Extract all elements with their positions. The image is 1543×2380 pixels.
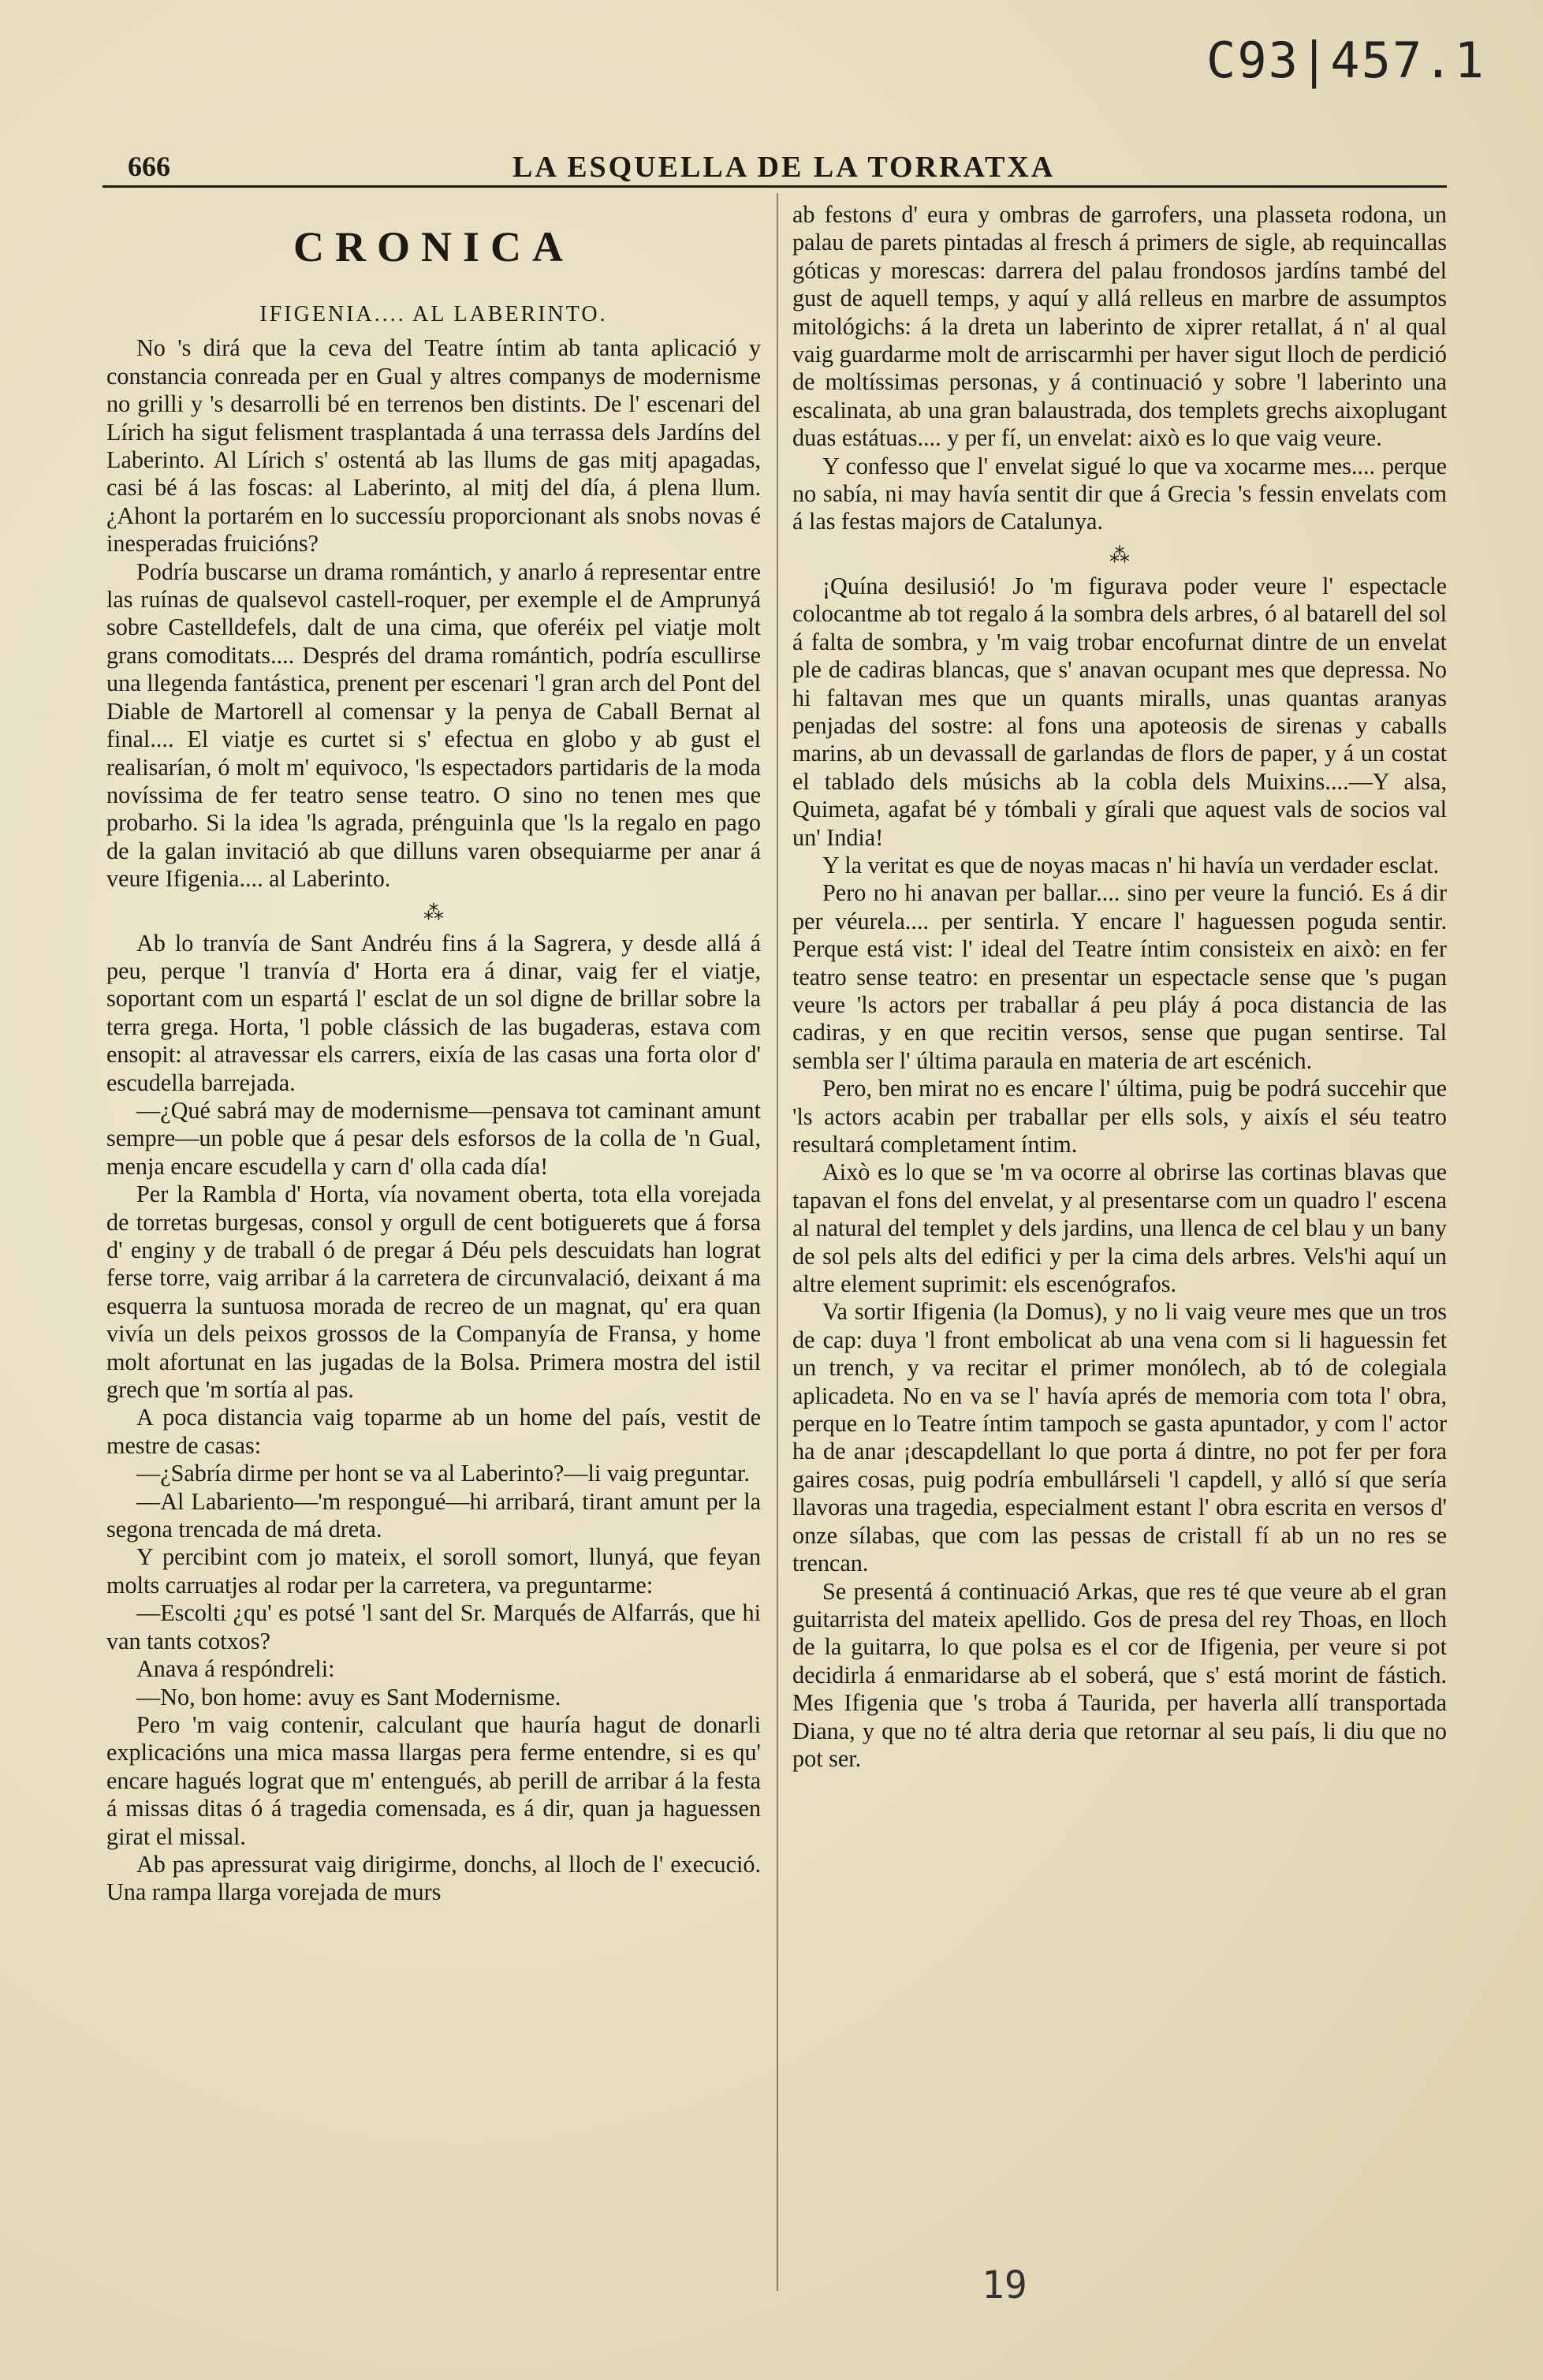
page-header xyxy=(102,144,1443,191)
paragraph: Pero 'm vaig contenir, calculant que hauría hagut de donarli explicacións una mica massa llargas pera ferme entendre, si es qu' encare hagués lograt que m' entengués, ab perill de arribar á la festa á missas ditas ó á tragedia comensada, es á dir, quan ja haguessen girat el missal. xyxy=(106,1710,761,1850)
paragraph: Ab lo tranvía de Sant Andréu fins á la Sagrera, y desde allá á peu, perque 'l tranvía d' Horta era á dinar, vaig fer el viatje, soportant com un espartá l' esclat de un sol digne de brillar sobre la terra grega. Horta, 'l poble clássich de las bugaderas, estava com ensopit: al atravessar els carrers, eixía de las casas una forta olor d' escudella barrejada. xyxy=(106,929,761,1096)
paragraph: Se presentá á continuació Arkas, que res té que veure ab el gran guitarrista del mateix apellido. Gos de presa del rey Thoas, en lloch de la guitarra, lo que polsa es el cor de Ifigenia, per veure si pot decidirla á enmaridarse ab el soberá, que s' está morint de fástich. Mes Ifigenia que 's troba á Taurida, per haverla allí transportada Diana, y que no té altra deria que retornar al seu país, li diu que no pot ser. xyxy=(792,1577,1447,1772)
section-title: CRONICA xyxy=(293,223,574,270)
paragraph: Y la veritat es que de noyas macas n' hi havía un verdader esclat. xyxy=(822,851,1440,879)
article-subtitle: IFIGENIA.... AL LABERINTO. xyxy=(259,302,608,326)
column-divider xyxy=(777,193,778,2291)
paragraph: Això es lo que se 'm va ocorre al obrirse las cortinas blavas que tapavan el fons del envelat, y al presentarse com un quadro l' escena al natural del templet y dels jardins, una llenca de cel blau y un bany de sol pels alts del edifici y per la cima dels arbres. Vels'hi aquí un altre element suprimit: els escenógrafos. xyxy=(792,1158,1447,1298)
paragraph: A poca distancia vaig toparme ab un home del país, vestit de mestre de casas: xyxy=(106,1404,761,1459)
paragraph: Per la Rambla d' Horta, vía novament oberta, tota ella vorejada de torretas burgesas, consol y orgull de cent botiguerets que á forsa d' enginy y de traball ó de pregar á Déu pels descuidats han lograt ferse torre, vaig arribar á la carretera de circunvalació, deixant á ma esquerra la suntuosa morada de recreo de un magnat, qu' era quan vivía un dels peixos grossos de la Companyía de Fransa, y home molt afortunat en las jugadas de la Bolsa. Primera mostra del istil grech que 'm sortía al pas. xyxy=(106,1181,761,1404)
paragraph: Y confesso que l' envelat sigué lo que va xocarme mes.... perque no sabía, ni may havía sentit dir que á Grecia 's fessin envelats com á las festas majors de Catalunya. xyxy=(792,452,1447,535)
left-column xyxy=(106,201,761,2362)
handwritten-page-mark: 19 xyxy=(982,2263,1027,2307)
paragraph: —No, bon home: avuy es Sant Modernisme. xyxy=(136,1683,561,1710)
paragraph: Y percibint com jo mateix, el soroll somort, llunyá, que feyan molts carruatjes al rodar per la carretera, va preguntarme: xyxy=(106,1543,761,1598)
paragraph: Pero, ben mirat no es encare l' última, puig be podrá succehir que 'ls actors acabin per traballar per ells sols, y aixís el séu teatro resultará completament íntim. xyxy=(792,1075,1447,1158)
paragraph: —Al Labariento—'m respongué—hi arribará, tirant amunt per la segona trencada de má dreta. xyxy=(106,1487,761,1543)
header-rule xyxy=(102,185,1447,188)
right-column xyxy=(792,201,1447,2362)
archive-annotation: C93|457.1 xyxy=(1206,32,1485,89)
journal-title: LA ESQUELLA DE LA TORRATXA xyxy=(512,151,1056,184)
page-number: 666 xyxy=(128,151,170,182)
paragraph: —¿Qué sabrá may de modernisme—pensava tot caminant amunt sempre—un poble que á pesar dels esforsos de la colla de 'n Gual, menja encare escudella y carn d' olla cada día! xyxy=(106,1096,761,1180)
paragraph: Anava á respóndreli: xyxy=(136,1655,335,1683)
paragraph: —¿Sabría dirme per hont se va al Laberinto?—li vaig preguntar. xyxy=(136,1460,750,1487)
paragraph: Ab pas apressurat vaig dirigirme, donchs, al lloch de l' execució. Una rampa llarga vorejada de murs xyxy=(106,1850,761,1906)
paragraph: ¡Quína desilusió! Jo 'm figurava poder veure l' espectacle colocantme ab tot regalo á la sombra dels arbres, ó al batarell del sol á falta de sombra, y 'm vaig trobar encofurnat dintre de un envelat ple de cadiras blancas, que s' anavan ocupant mes que depressa. No hi faltavan mes que un quants miralls, unas quantas aranyas penjadas del sostre: al fons una apoteosis de sirenas y caballs marins, ab un devassall de garlandas de flors de paper, y á un costat el tablado dels músichs ab la cobla dels Muixins....—Y alsa, Quimeta, agafat bé y tómbali y gírali que aquest vals de socios val un' India! xyxy=(792,572,1447,851)
asterism-separator: ⁂ xyxy=(423,901,444,924)
paragraph: Podría buscarse un drama romántich, y anarlo á representar entre las ruínas de qualsevol castell-roquer, per exemple el de Amprunyá sobre Castelldefels, dalt de una cima, que oferéix pel viatje molt grans comoditats.... Després del drama romántich, podría escullirse una llegenda fantástica, prenent per escenari 'l gran arch del Pont del Diable de Martorell al comensar y la penya de Caball Bernat al final.... El viatje es curtet si s' efectua en globo y ab gust el realisarían, ó molt m' equivoco, 'ls espectadors partidaris de la moda novíssima de fer teatro sense teatro. O sino no tenen mes que probarho. Si la idea 'ls agrada, prénguinla que 'ls la regalo en pago de la galan invitació ab que dilluns varen obsequiarme per anar á veure Ifigenia.... al Laberinto. xyxy=(106,558,761,893)
paragraph: No 's dirá que la ceva del Teatre íntim ab tanta aplicació y constancia conreada per en Gual y altres companys de modernisme no grilli y 's desarrolli bé en terrenos ben distints. De l' escenari del Lírich ha sigut felisment trasplantada á una terrassa dels Jardíns del Laberinto. Al Lírich s' ostentá ab las llums de gas mitj apagadas, casi bé á las foscas: al Laberinto, al mitj del día, á plena llum. ¿Ahont la portarém en lo successíu proporcionant als snobs novas é inesperadas fruicións? xyxy=(106,334,761,558)
paragraph: Pero no hi anavan per ballar.... sino per veure la funció. Es á dir per véurela.... per sentirla. Y encare l' haguessen poguda sentir. Perque está vist: l' ideal del Teatre íntim consisteix en això: en fer teatro sense teatro: en presentar un espectacle sense que 's pugan veure 'ls actors per traballar á peu pláy á poca distancia de las cadiras, y en que recitin versos, sense que pugan sentirse. Tal sembla ser l' última paraula en materia de art escénich. xyxy=(792,879,1447,1074)
asterism-separator: ⁂ xyxy=(1109,543,1130,567)
paragraph: —Escolti ¿qu' es potsé 'l sant del Sr. Marqués de Alfarrás, que hi van tants cotxos? xyxy=(106,1599,761,1654)
paragraph: Va sortir Ifigenia (la Domus), y no li vaig veure mes que un tros de cap: duya 'l front embolicat ab una vena com si li haguessin fet un trench, y va recitar el primer monólech, ab tó de colegiala aplicadeta. No en va se l' havía aprés de memoria com tota l' obra, perque en lo Teatre íntim tampoch se gasta apuntador, y com l' actor ha de anar ¡descapdellant lo que porta á dintre, no pot fer per fora gaires cosas, puig podría embullárseli 'l capdell, y alló sí que sería llavoras una tragedia, especialment estant l' obra escrita en versos d' onze sílabas, que com las pessas de cristall fí ab un no res se trencan. xyxy=(792,1298,1447,1577)
paragraph: ab festons d' eura y ombras de garrofers, una plasseta rodona, un palau de parets pintadas al fresch á primers de sigle, ab requincallas góticas y morescas: darrera del palau frondosos jardíns també del gust de aquell temps, y aquí y allá relleus en marbre de assumptos mitológichs: á la dreta un laberinto de xiprer retallat, á n' al qual vaig guardarme molt de arriscarmhi per haver sigut lloch de perdició de moltíssimas personas, y á continuació y sobre 'l laberinto una escalinata, ab una gran balaustrada, dos templets grechs aixoplugant duas estátuas.... y per fí, un envelat: això es lo que vaig veure. xyxy=(792,201,1447,452)
